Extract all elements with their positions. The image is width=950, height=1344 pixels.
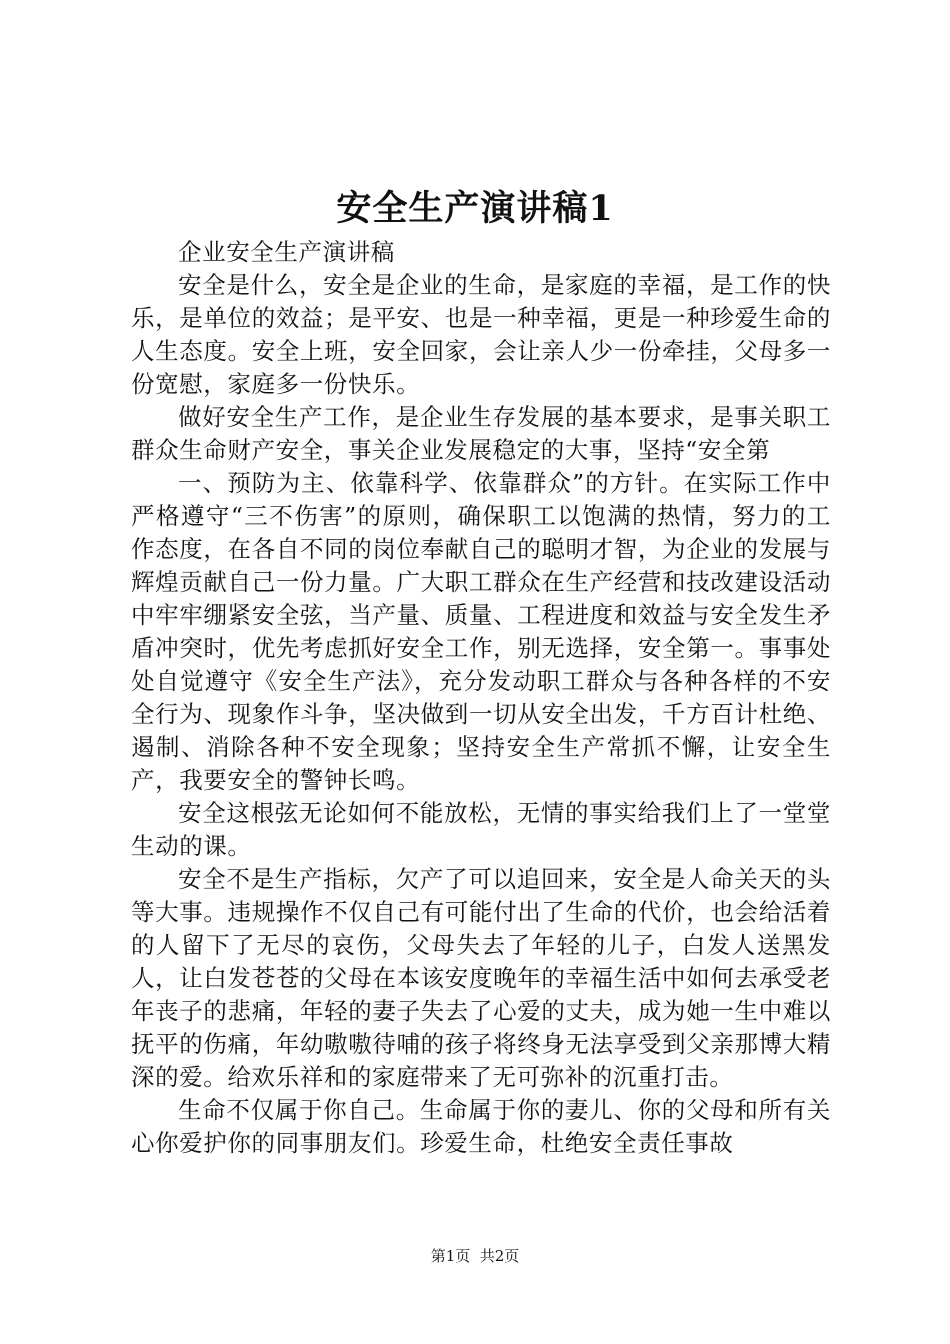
paragraph: 生命不仅属于你自己。生命属于你的妻儿、你的父母和所有关心你爱护你的同事朋友们。珍爱生命，杜绝安全责任事故 xyxy=(131,1096,831,1157)
paragraph: 安全这根弦无论如何不能放松，无情的事实给我们上了一堂堂生动的课。 xyxy=(131,799,831,860)
document-title: 安全生产演讲稿1 xyxy=(336,188,614,229)
page-number: 第1页 共2页 xyxy=(430,1247,520,1265)
paragraph: 一、预防为主、依靠科学、依靠群众”的方针。在实际工作中严格遵守“三不伤害”的原则，确保职工以饱满的热情，努力的工作态度，在各自不同的岗位奉献自己的聪明才智，为企业的发展与辉煌贡献自己一份力量。广大职工群众在生产经营和技改建设活动中牢牢绷紧安全弦，当产量、质量、工程进度和效益与安全发生矛盾冲突时，优先考虑抓好安全工作，别无选择，安全第一。事事处处自觉遵守《安全生产法》，充分发动职工群众与各种各样的不安全行为、现象作斗争，坚决做到一切从安全出发，千方百计杜绝、遏制、消除各种不安全现象；坚持安全生产常抓不懈，让安全生产，我要安全的警钟长鸣。 xyxy=(131,469,831,794)
page-footer xyxy=(0,1246,950,1266)
document-body xyxy=(131,236,831,1160)
paragraph: 做好安全生产工作，是企业生存发展的基本要求，是事关职工群众生命财产安全，事关企业发展稳定的大事，坚持“安全第 xyxy=(131,403,831,464)
paragraph: 安全是什么，安全是企业的生命，是家庭的幸福，是工作的快乐，是单位的效益；是平安、也是一种幸福，更是一种珍爱生命的人生态度。安全上班，安全回家，会让亲人少一份牵挂，父母多一份宽慰，家庭多一份快乐。 xyxy=(131,271,831,398)
paragraph-subtitle: 企业安全生产演讲稿 xyxy=(178,238,395,266)
paragraph: 安全不是生产指标，欠产了可以追回来，安全是人命关天的头等大事。违规操作不仅自己有可能付出了生命的代价，也会给活着的人留下了无尽的哀伤，父母失去了年轻的儿子，白发人送黑发人，让白发苍苍的父母在本该安度晚年的幸福生活中如何去承受老年丧子的悲痛，年轻的妻子失去了心爱的丈夫，成为她一生中难以抚平的伤痛，年幼嗷嗷待哺的孩子将终身无法享受到父亲那博大精深的爱。给欢乐祥和的家庭带来了无可弥补的沉重打击。 xyxy=(131,865,831,1091)
